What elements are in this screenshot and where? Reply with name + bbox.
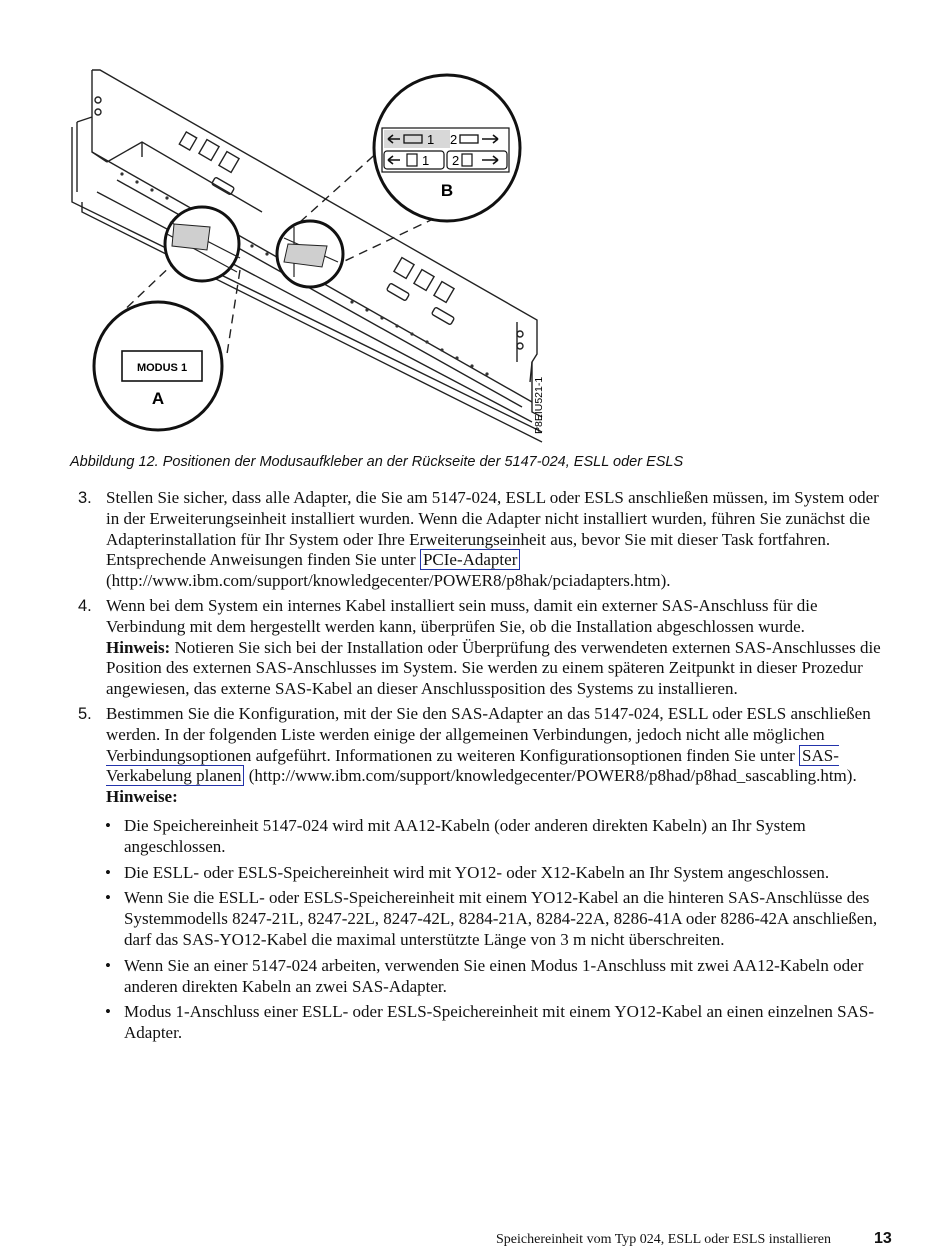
sas-cabling-link[interactable]: SAS-Verkabelung planen [106, 745, 839, 786]
label-b-top-2: 2 [450, 132, 458, 147]
mode-label-text: MODUS 1 [136, 362, 188, 374]
step-text-part: (http://www.ibm.com/support/knowledgecenter/POWER8/p8had/p8had_sascabling.htm). [244, 766, 857, 786]
figure-caption: Abbildung 12. Positionen der Modusaufkleber an der Rückseite der 5147-024, ESLL oder ESLS [70, 454, 684, 470]
callout-b [374, 75, 520, 221]
callout-a [94, 302, 222, 430]
mode-label-figure [62, 62, 562, 447]
step-text-part: Bestimmen Sie die Konfiguration, mit der Sie den SAS-Adapter an das 5147-024, ESLL oder ESLS anschließen werden. In der folgenden Liste werden einige der allgemeinen Verbindungen, jedoch nicht alle möglichen Verbindungsoptionen aufgeführt. Informationen zu weiteren Konfigurationsoptionen finden Sie unter [106, 703, 871, 765]
step-text: Wenn bei dem System ein internes Kabel installiert sein muss, damit ein externer SAS-Anschluss für die Verbindung mit dem hergestellt werden kann, überprüfen Sie, ob die Installation abgeschlossen wurde. [106, 595, 818, 636]
list-item: • Wenn Sie an einer 5147-024 arbeiten, verwenden Sie einen Modus 1-Anschluss mit zwei AA12-Kabeln oder anderen direkten Kabeln an zwei SAS-Adapter. [105, 955, 864, 996]
step-text-part: (http://www.ibm.com/support/knowledgecenter/POWER8/p8hak/pciadapters.htm). [106, 571, 671, 591]
note-text: Notieren Sie sich bei der Installation oder Überprüfung des verwendeten externen SAS-Anschlusses die Position des externen SAS-Anschlusses im System. Sie werden zu einem späteren Zeitpunkt in dieser Prozedur angewiesen, das externe SAS-Kabel an dieser Anschlussposition des Systems zu installieren. [106, 637, 881, 699]
list-item: • Wenn Sie die ESLL- oder ESLS-Speichereinheit mit einem YO12-Kabel an die hinteren SAS-Anschlüsse des Systemmodells 8247-21L, 8247-22L, 8247-42L, 8284-21A, 8284-22A, 8286-41A oder 8286-42A anschließen, darf das SAS-YO12-Kabel die maximal unterstützte Länge von 3 m nicht überschreiten. [105, 888, 878, 949]
label-b-top-1: 1 [427, 132, 435, 147]
step-5 [70, 704, 892, 1044]
step-number: 4. [78, 596, 92, 615]
step-4 [70, 596, 892, 700]
list-item: • Die ESLL- oder ESLS-Speichereinheit wird mit YO12- oder X12-Kabeln an Ihr System angeschlossen. [105, 862, 830, 882]
label-b-bottom-2: 2 [452, 153, 460, 168]
notes-list [70, 816, 892, 1044]
step-text [106, 488, 892, 592]
list-item-text: Die Speichereinheit 5147-024 wird mit AA12-Kabeln (oder anderen direkten Kabeln) an Ihr System angeschlossen. [124, 815, 806, 856]
zoom-circle-b [277, 221, 343, 287]
list-item: • Modus 1-Anschluss einer ESLL- oder ESLS-Speichereinheit mit einem YO12-Kabel an einen einzelnen SAS-Adapter. [105, 1002, 875, 1043]
list-item: • Die Speichereinheit 5147-024 wird mit AA12-Kabeln (oder anderen direkten Kabeln) an Ihr System angeschlossen. [105, 815, 806, 856]
page-number: 13 [874, 1230, 892, 1247]
page-footer: Speichereinheit vom Typ 024, ESLL oder ESLS installieren [496, 1232, 831, 1247]
pcie-adapter-link[interactable]: PCIe-Adapter [420, 549, 520, 570]
note-label: Hinweis: [106, 637, 171, 657]
figure-id: P8EIU521-1 [533, 376, 545, 434]
notes-label: Hinweise: [106, 787, 178, 807]
step-number: 3. [78, 489, 92, 507]
instruction-steps [70, 488, 892, 1049]
callout-a-letter: A [151, 389, 165, 408]
zoom-circle-a [165, 207, 240, 281]
step-3 [70, 488, 892, 592]
list-item-text: Wenn Sie die ESLL- oder ESLS-Speichereinheit mit einem YO12-Kabel an die hinteren SAS-Anschlüsse des Systemmodells 8247-21L, 8247-22L, 8247-42L, 8284-21A, 8284-22A, 8286-41A oder 8286-42A anschließen, darf das SAS-YO12-Kabel die maximal unterstützte Länge von 3 m nicht überschreiten. [124, 888, 878, 949]
label-b-bottom-1: 1 [422, 153, 430, 168]
list-item-text: Die ESLL- oder ESLS-Speichereinheit wird mit YO12- oder X12-Kabeln an Ihr System angeschlossen. [124, 862, 830, 882]
step-number: 5. [78, 704, 92, 723]
step-text-part: Stellen Sie sicher, dass alle Adapter, die Sie am 5147-024, ESLL oder ESLS anschließen müssen, im System oder in der Erweiterungseinheit installiert wurden. Wenn die Adapter nicht installiert wurden, führen Sie zunächst die Adapterinstallation für Ihr System oder Ihre Erweiterungseinheit aus, bevor Sie mit dieser Task fortfahren. Entsprechende Anweisungen finden Sie unter [106, 488, 879, 570]
step-text [106, 704, 892, 787]
list-item-text: Modus 1-Anschluss einer ESLL- oder ESLS-Speichereinheit mit einem YO12-Kabel an einen einzelnen SAS-Adapter. [124, 1002, 875, 1043]
note [106, 638, 892, 700]
list-item-text: Wenn Sie an einer 5147-024 arbeiten, verwenden Sie einen Modus 1-Anschluss mit zwei AA12-Kabeln oder anderen direkten Kabeln an zwei SAS-Adapter. [124, 955, 864, 996]
callout-b-letter: B [440, 181, 454, 200]
